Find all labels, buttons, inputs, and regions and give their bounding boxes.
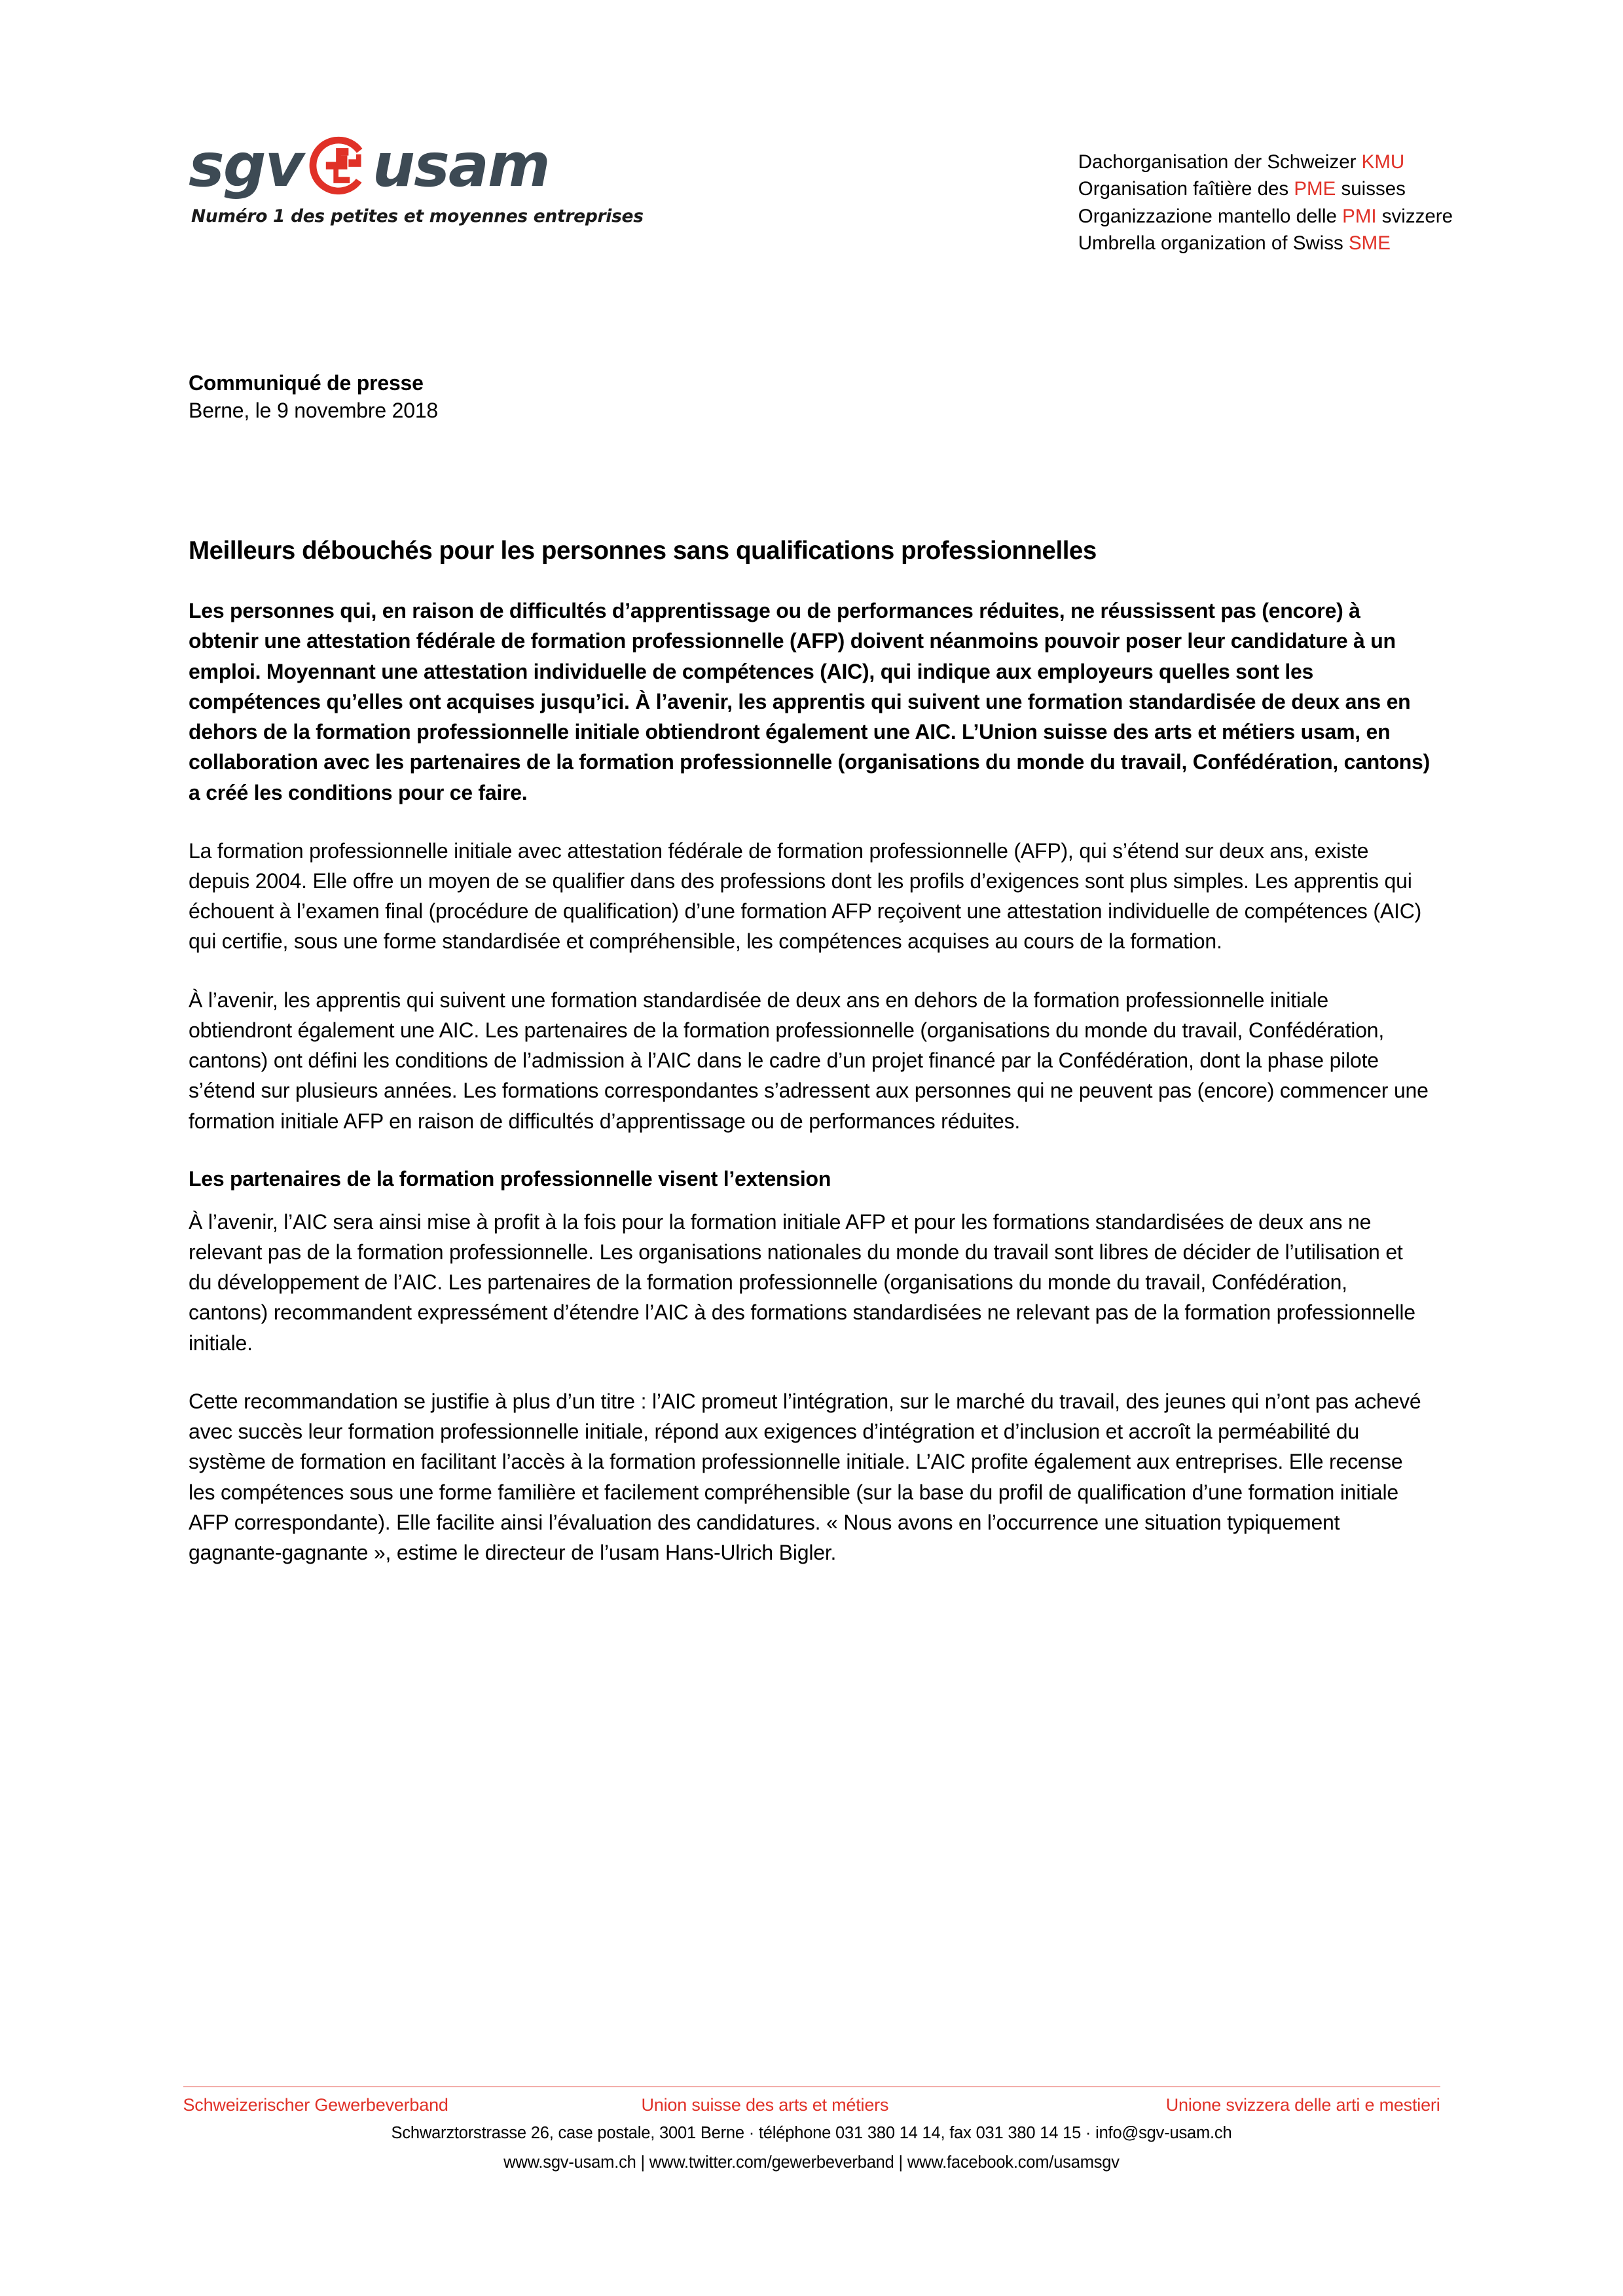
descriptor-line-fr: Organisation faîtière des PME suisses — [1078, 178, 1406, 200]
footer-org-fr: Union suisse des arts et métiers — [641, 2094, 889, 2115]
descriptor-line-de: Dachorganisation der Schweizer KMU — [1078, 151, 1405, 173]
footer-links-line[interactable]: www.sgv-usam.ch | www.twitter.com/gewerbeverband | www.facebook.com/usamsgv — [503, 2153, 1120, 2172]
footer-address-line: Schwarztorstrasse 26, case postale, 3001 Berne · téléphone 031 380 14 14, fax 031 380 14 15 · info@sgv-usam.ch — [391, 2123, 1232, 2142]
document-type-label: Communiqué de presse — [189, 371, 424, 395]
logo-tagline: Numéro 1 des petites et moyennes entreprises — [191, 206, 644, 226]
paragraph-4: Cette recommandation se justifie à plus d’un titre : l’AIC promeut l’intégration, sur le marché du travail, des jeunes qui n’ont pas achevé avec succès leur formation professionnelle initiale, répond aux exigences d’intégration et d’inclusion et accroît la perméabilité du système de formation en facilitant l’accès à la formation professionnelle initiale. L’AIC profite également aux entreprises. Elle recense les compétences sous une forme familière et facilement compréhensible (sur la base du profil de qualification d’une formation initiale AFP correspondante). Elle facilite ainsi l’évaluation des candidatures. « Nous avons en l’occurrence une situation typiquement gagnante-gagnante », estime le directeur de l’usam Hans-Ulrich Bigler. — [189, 1389, 1421, 1565]
descriptor-line-it: Organizzazione mantello delle PMI svizzere — [1078, 205, 1453, 227]
lead-paragraph: Les personnes qui, en raison de difficultés d’apprentissage ou de performances réduites, ne réussissent pas (encore) à obtenir une attestation fédérale de formation professionnelle (AFP) doivent néanmoins pouvoir poser leur candidature à un emploi. Moyennant une attestation individuelle de compétences (AIC), qui indique aux employeurs quelles sont les compétences qu’elles ont acquises jusqu’ici. À l’avenir, les apprentis qui suivent une formation standardisée de deux ans en dehors de la formation professionnelle initiale obtiendront également une AIC. L’Union suisse des arts et métiers usam, en collaboration avec les partenaires de la formation professionnelle (organisations du monde du travail, Confédération, cantons) a créé les conditions pour ce faire. — [189, 599, 1430, 804]
highlight-kmu: KMU — [1361, 151, 1405, 173]
highlight-pmi: PMI — [1342, 205, 1377, 227]
highlight-sme: SME — [1348, 232, 1391, 254]
page-title: Meilleurs débouchés pour les personnes sans qualifications professionnelles — [189, 537, 1097, 565]
paragraph-1: La formation professionnelle initiale avec attestation fédérale de formation professionnelle (AFP), qui s’étend sur deux ans, existe depuis 2004. Elle offre un moyen de se qualifier dans des professions dont les profils d’exigences sont plus simples. Les apprentis qui échouent à l’examen final (procédure de qualification) d’une formation AFP reçoivent une attestation individuelle de compétences (AIC) qui certifie, sous une forme standardisée et compréhensible, les compétences acquises au cours de la formation. — [189, 838, 1422, 954]
document-meta — [189, 370, 1431, 424]
logo-wordmark — [189, 130, 647, 200]
paragraph-3: À l’avenir, l’AIC sera ainsi mise à profit à la fois pour la formation initiale AFP et pour les formations standardisées de deux ans ne relevant pas de la formation professionnelle. Les organisations nationales du monde du travail sont libres de décider de l’utilisation et du développement de l’AIC. Les partenaires de la formation professionnelle (organisations du monde du travail, Confédération, cantons) recommandent expressément d’étendre l’AIC à des formations standardisées ne relevant pas de la formation professionnelle initiale. — [189, 1210, 1415, 1355]
usam-swiss-cross-emblem-icon — [307, 134, 370, 197]
organization-logo — [189, 130, 647, 226]
footer-org-de: Schweizerischer Gewerbeverband — [183, 2094, 448, 2115]
footer-organization-names — [183, 2095, 1440, 2115]
footer-org-it: Unione svizzera delle arti e mestieri — [1165, 2094, 1440, 2115]
article-body — [189, 535, 1431, 1596]
logo-text-sgv: sgv — [189, 130, 303, 200]
document-footer — [0, 2087, 1623, 2296]
document-header — [0, 130, 1623, 257]
paragraph-2: À l’avenir, les apprentis qui suivent une formation standardisée de deux ans en dehors de la formation professionnelle initiale obtiendront également une AIC. Les partenaires de la formation professionnelle (organisations du monde du travail, Confédération, cantons) ont défini les conditions de l’admission à l’AIC dans le cadre d’un projet financé par la Confédération, dont la phase pilote s’étend sur plusieurs années. Les formations correspondantes s’adressent aux personnes qui ne peuvent pas (encore) commencer une formation initiale AFP en raison de difficultés d’apprentissage ou de performances réduites. — [189, 988, 1429, 1133]
section-subheading: Les partenaires de la formation professionnelle visent l’extension — [189, 1166, 831, 1191]
descriptor-line-en: Umbrella organization of Swiss SME — [1078, 232, 1391, 254]
logo-text-usam: usam — [372, 130, 549, 200]
place-and-date: Berne, le 9 novembre 2018 — [189, 398, 439, 422]
highlight-pme: PME — [1294, 178, 1336, 200]
multilingual-org-descriptor — [1078, 149, 1453, 257]
